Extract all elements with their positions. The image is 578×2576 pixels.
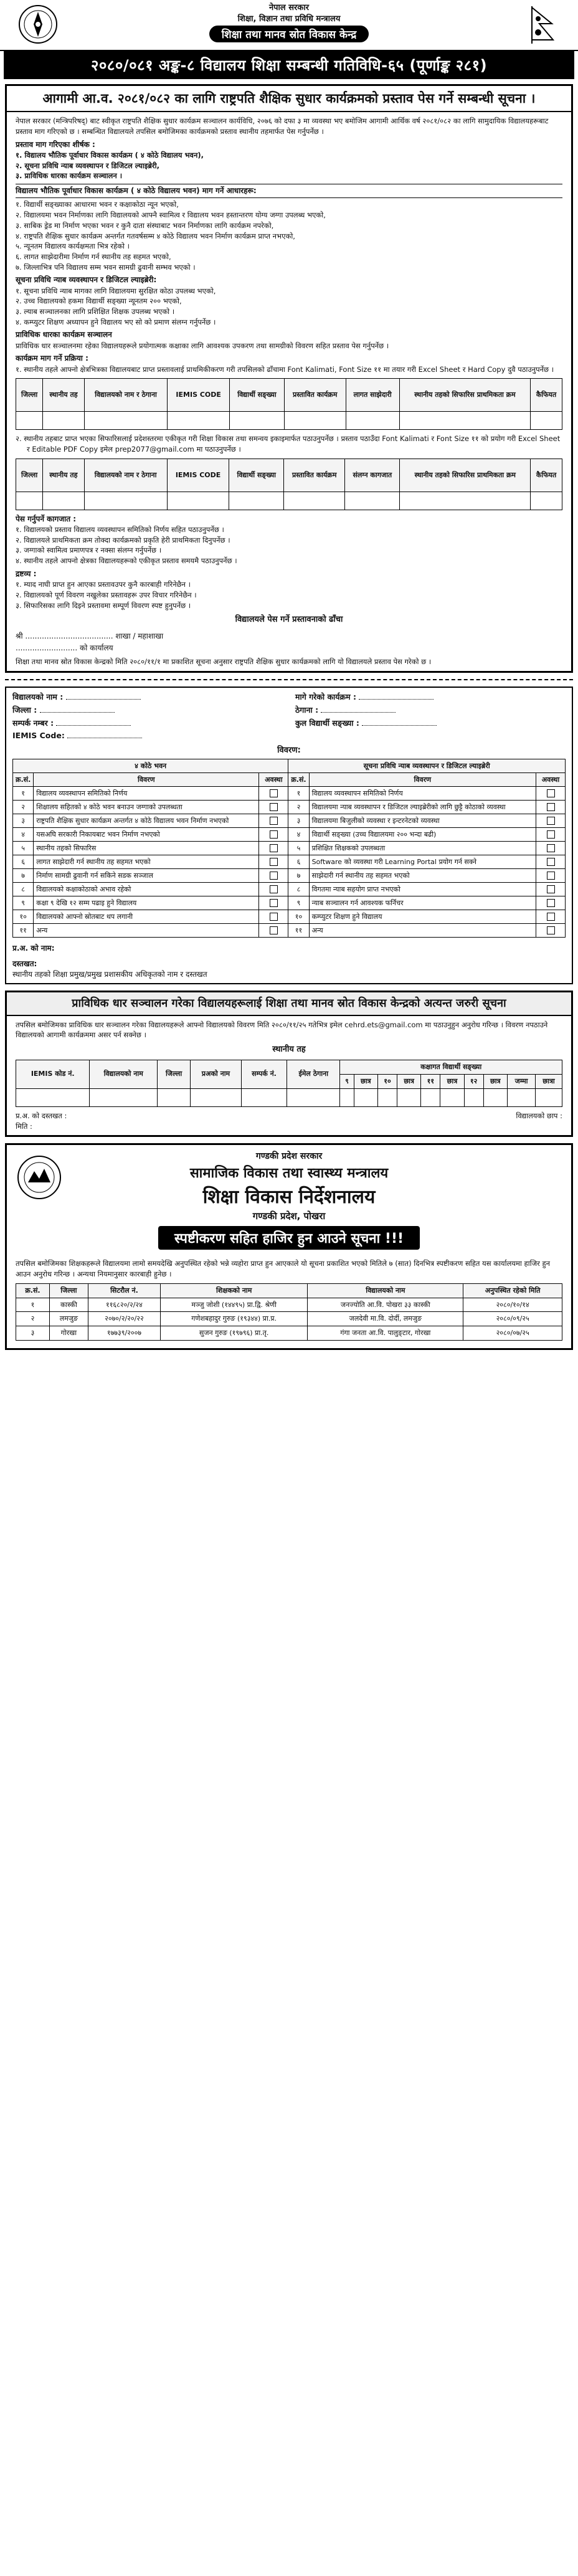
table-header: विद्यालयको नाम र ठेगाना bbox=[84, 379, 167, 412]
sample-head: विद्यालयले पेस गर्ने प्रस्तावनाको ढाँचा bbox=[235, 615, 343, 625]
table-header: लागत साझेदारी bbox=[346, 379, 399, 412]
checkbox[interactable] bbox=[270, 858, 278, 866]
table-header: प्रअको नाम bbox=[191, 1060, 242, 1089]
masthead-top-line: नेपाल सरकार bbox=[268, 3, 310, 12]
table-header: IEMIS कोड नं. bbox=[16, 1060, 90, 1089]
list-item: २. विद्यालयले प्राथमिकता क्रम तोक्दा कार्यक्रमको प्रकृति हेरी प्राथमिकता दिनुपर्नेछ । bbox=[16, 535, 230, 544]
table-header: जम्मा bbox=[508, 1074, 536, 1088]
checkbox[interactable] bbox=[547, 803, 555, 811]
notice-title: प्राविधिक धार सञ्चालन गरेका विद्यालयहरूलाई शिक्षा तथा मानव स्रोत विकास केन्द्रको अत्यन्त जरुरी सूचना bbox=[7, 992, 571, 1016]
checkbox[interactable] bbox=[547, 817, 555, 825]
checkbox[interactable] bbox=[270, 789, 278, 797]
divider bbox=[5, 679, 573, 680]
checkbox[interactable] bbox=[270, 830, 278, 839]
table-header: १२ bbox=[464, 1074, 483, 1088]
table-header: जिल्ला bbox=[16, 379, 43, 412]
gov-line: गण्डकी प्रदेश सरकार bbox=[255, 1151, 323, 1162]
table-header: संलग्न कागजात bbox=[345, 459, 400, 492]
table-row: १ कास्की ११६८२०/२/२४ मञ्जु जोशी (१४४९५) प्रा.द्वि. श्रेणी जनज्योति आ.वि. पोखरा ३३ कास्की २०८०/१०/१४ bbox=[16, 1298, 562, 1312]
table-row: ९ कक्षा ९ देखि १२ सम्म पढाइ हुने विद्यालय ९ न्याब सञ्चालन गर्न आवश्यक फर्निचर bbox=[13, 896, 566, 910]
form-field: कुल विद्यार्थी सङ्ख्या : bbox=[295, 718, 566, 728]
technical-school-table bbox=[16, 1060, 562, 1107]
form-field: ठेगाना : bbox=[295, 705, 566, 715]
program-item: १. विद्यालय भौतिक पूर्वाधार विकास कार्यक्रम ( ४ कोठे विद्यालय भवन), bbox=[16, 151, 204, 160]
list-item: ३. ल्याब सञ्चालनका लागि प्रशिक्षित शिक्षक उपलब्ध भएको । bbox=[16, 307, 175, 316]
table-header: स्थानीय तह bbox=[43, 379, 85, 412]
table-header: अवस्था bbox=[259, 772, 288, 786]
location-line: गण्डकी प्रदेश, पोखरा bbox=[252, 1210, 326, 1222]
checkbox[interactable] bbox=[547, 899, 555, 907]
table-header: क्र.सं. bbox=[16, 1283, 50, 1298]
table-row: ३ राष्ट्रपति शैक्षिक सुधार कार्यक्रम अन्तर्गत ४ कोठे विद्यालय भवन निर्माण नभएको ३ विद्यालयमा बिजुलीको व्यवस्था र इन्टरनेटको व्यवस्था bbox=[13, 814, 566, 827]
sample-to-2: .......................... को कार्यालय bbox=[16, 644, 113, 653]
table-row: २ शिक्षालय सहितको ४ कोठे भवन बनाउन जग्गाको उपलब्धता २ विद्यालयमा न्याब व्यवस्थापन र डिजिटल ल्याइब्रेरीको लागि छुट्टै कोठाको व्यवस्था bbox=[13, 800, 566, 814]
issue-banner: २०८०/०८१ अङ्क-८ विद्यालय शिक्षा सम्बन्धी गतिविधि-६५ (पूर्णाङ्क २८१) bbox=[4, 51, 574, 79]
form-field: मागे गरेको कार्यक्रम : bbox=[295, 692, 566, 702]
program-list-head: प्रस्ताव माग गरिएका शीर्षक : bbox=[16, 140, 95, 149]
form-field: जिल्ला : bbox=[12, 705, 283, 715]
list-item: १. विद्यार्थी सङ्ख्याका आधारमा भवन र कक्षाकोठा न्यून भएको, bbox=[16, 200, 179, 209]
table-row: ११ अन्य ११ अन्य bbox=[13, 923, 566, 937]
notice-president-program bbox=[5, 84, 573, 673]
checkbox[interactable] bbox=[547, 844, 555, 852]
notice-text: तपसिल बमोजिमका प्राविधिक धार सञ्चालन गरेका विद्यालयहरूले आफ्नो विद्यालयको विवरण मिति २०८०/११/२५ गतेभित्र इमेल cehrd.ets@gmail.com मा पठाउनुहुन अनुरोध गरिन्छ । विवरण नपठाउने विद्यालयको आगामी कार्यक्रममा असर पर्न सक्नेछ । bbox=[16, 1020, 548, 1040]
list-item: ३. सिफारिसका लागि दिइने प्रस्तावमा सम्पूर्ण विवरण स्पष्ट हुनुपर्नेछ । bbox=[16, 601, 191, 610]
proposal-table-local bbox=[16, 378, 562, 430]
form-table-title: विवरण: bbox=[277, 745, 301, 755]
table-row: ५ स्थानीय तहको सिफारिस ५ प्रशिक्षित शिक्षकको उपलब्धता bbox=[13, 841, 566, 855]
program-item: २. सूचना प्रविधि न्याब व्यवस्थापन र डिजिटल ल्याइब्रेरी, bbox=[16, 161, 159, 170]
table-header: छात्र bbox=[440, 1074, 465, 1088]
proposal-table-province bbox=[16, 459, 562, 510]
list-item: ३. जग्गाको स्वामित्व प्रमाणपत्र र नक्सा संलग्न गर्नुपर्नेछ । bbox=[16, 546, 162, 555]
table-header: क्र.सं. bbox=[288, 772, 309, 786]
table-header: ९ bbox=[340, 1074, 354, 1088]
table-header: विद्यालयको नाम bbox=[308, 1283, 463, 1298]
table-header: छात्र bbox=[397, 1074, 421, 1088]
checkbox[interactable] bbox=[270, 872, 278, 880]
table-header: सम्पर्क नं. bbox=[241, 1060, 287, 1089]
section-technical-head: प्राविधिक धारका कार्यक्रम सञ्चालन bbox=[16, 330, 112, 340]
col-group-lab: सूचना प्रविधि न्याब व्यवस्थापन र डिजिटल ल्याइब्रेरी bbox=[288, 759, 566, 772]
table-header: छात्र bbox=[483, 1074, 508, 1088]
head-teacher-name: प्र.अ. को नाम: bbox=[12, 943, 55, 953]
list-item: १. विद्यालयको प्रस्ताव विद्यालय व्यवस्थापन समितिको निर्णय सहित पठाउनुपर्नेछ । bbox=[16, 525, 224, 535]
checkbox[interactable] bbox=[547, 913, 555, 921]
table-row: ४ यसअघि सरकारी निकायबाट भवन निर्माण नभएको ४ विद्यार्थी सङ्ख्या (उच्च विद्यालयमा २०० भन्दा बढी) bbox=[13, 827, 566, 841]
table-row: ६ लागत साझेदारी गर्न स्थानीय तह सहमत भएको ६ Software को व्यवस्था गरी Learning Portal प्रयोग गर्न सक्ने bbox=[13, 855, 566, 868]
section-process-head: कार्यक्रम माग गर्ने प्रक्रिया : bbox=[16, 354, 88, 363]
table-header: ईमेल ठेगाना bbox=[287, 1060, 340, 1089]
table-header: विद्यार्थी सङ्ख्या bbox=[230, 379, 285, 412]
table-row: ३ गोरखा १७७३९/२००७ सुजन गुरुङ (१९७९६) प्रा.तृ. गंगा जनता आ.वि. पालुङ्टार, गोरखा २०८०/०७/२५ bbox=[16, 1326, 562, 1341]
notice-gandaki bbox=[5, 1143, 573, 1350]
sample-text: शिक्षा तथा मानव स्रोत विकास केन्द्रको मिति २०८०/११/१ मा प्रकाशित सूचना अनुसार राष्ट्रपति शैक्षिक सुधार कार्यक्रमको लागि यो विद्यालयले प्रस्ताव पेस गरेको छ । bbox=[16, 657, 432, 666]
ministry-line: सामाजिक विकास तथा स्वास्थ्य मन्त्रालय bbox=[189, 1166, 389, 1182]
school-stamp-label: विद्यालयको छाप : bbox=[516, 1111, 562, 1120]
checkbox[interactable] bbox=[547, 872, 555, 880]
table-header: IEMIS CODE bbox=[168, 379, 230, 412]
list-item: १. स्थानीय तहले आफ्नो क्षेत्रभित्रका विद्यालयबाट प्राप्त प्रस्तावलाई प्राथमिकीकरण गरी तपसिलको ढाँचामा Font Kalimati, Font Size ११ मा तयार गरी Excel Sheet र Hard Copy दुवै पठाउनुपर्नेछ । bbox=[16, 364, 554, 374]
gandaki-emblem-icon bbox=[16, 1154, 63, 1204]
checkbox[interactable] bbox=[270, 913, 278, 921]
checkbox[interactable] bbox=[270, 899, 278, 907]
table-header: छात्र bbox=[354, 1074, 378, 1088]
table-header: जिल्ला bbox=[16, 459, 43, 492]
form-field: सम्पर्क नम्बर : bbox=[12, 718, 283, 728]
absent-teacher-table bbox=[16, 1283, 562, 1341]
masthead-dept: शिक्षा तथा मानव स्रोत विकास केन्द्र bbox=[209, 26, 369, 42]
proposal-form bbox=[5, 687, 573, 984]
checkbox[interactable] bbox=[270, 885, 278, 893]
signature-line: स्थानीय तहको शिक्षा प्रमुख/प्रमुख प्रशासकीय अधिकृतको नाम र दस्तखत bbox=[12, 969, 207, 979]
masthead bbox=[0, 0, 578, 51]
table-header: जिल्ला bbox=[49, 1283, 88, 1298]
table-header: विद्यालयको नाम bbox=[90, 1060, 158, 1089]
table-header: स्थानीय तहको सिफारिस प्राथमिकता क्रम bbox=[399, 379, 530, 412]
table-header: १० bbox=[378, 1074, 397, 1088]
notice-intro: नेपाल सरकार (मन्त्रिपरिषद्) बाट स्वीकृत राष्ट्रपति शैक्षिक सुधार कार्यक्रम सञ्चालन कार्यविधि, २०७६ को दफा ३ मा व्यवस्था भए बमोजिम आगामी आर्थिक वर्ष २०८१/०८२ का लागि सामुदायिक विद्यालयहरूबाट प्रस्ताव माग गरिएको छ । सम्बन्धित विद्यालयले तपसिल बमोजिमका कार्यक्रमको प्रस्ताव स्थानीय तहमार्फत पेस गर्नुपर्नेछ । bbox=[16, 116, 549, 136]
table-header: विद्यार्थी सङ्ख्या bbox=[229, 459, 284, 492]
list-item: २. उच्च विद्यालयको हकमा विद्यार्थी सङ्ख्या न्यूनतम २०० भएको, bbox=[16, 297, 182, 306]
table-row: १० विद्यालयको आफ्नो स्रोतबाट थप लगानी १० कम्प्युटर शिक्षण हुने विद्यालय bbox=[13, 910, 566, 923]
list-item: १. सूचना प्रविधि न्याब मागका लागि विद्यालयमा सुरक्षित कोठा उपलब्ध भएको, bbox=[16, 286, 216, 295]
table-header: ११ bbox=[421, 1074, 440, 1088]
table-header: जिल्ला bbox=[158, 1060, 191, 1089]
date-label: मिति : bbox=[16, 1121, 32, 1131]
list-item: १. म्याद नाघी प्राप्त हुन आएका प्रस्तावउपर कुनै कारबाही गरिनेछैन । bbox=[16, 580, 191, 589]
list-item: ४. राष्ट्रपति शैक्षिक सुधार कार्यक्रम अन्तर्गत गतवर्षसम्म ४ कोठे विद्यालय भवन निर्माण कार्यक्रम प्राप्त नभएको, bbox=[16, 231, 295, 240]
notice-title: आगामी आ.व. २०८१/०८२ का लागि राष्ट्रपति शैक्षिक सुधार कार्यक्रमको प्रस्ताव पेस गर्ने सम्बन्धी सूचना । bbox=[7, 86, 571, 112]
nepal-emblem-icon bbox=[12, 2, 64, 46]
table-header: कैफियत bbox=[531, 459, 562, 492]
table-row: १ विद्यालय व्यवस्थापन समितिको निर्णय १ विद्यालय व्यवस्थापन समितिको निर्णय bbox=[13, 786, 566, 800]
local-level-label: स्थानीय तह bbox=[272, 1045, 306, 1055]
table-header: अवस्था bbox=[536, 772, 566, 786]
checkbox[interactable] bbox=[547, 926, 555, 934]
checkbox[interactable] bbox=[547, 858, 555, 866]
table-header: प्रस्तावित कार्यक्रम bbox=[284, 459, 345, 492]
table-row: ७ निर्माण सामग्री ढुवानी गर्न सकिने सडक सञ्जाल ७ साझेदारी गर्न स्थानीय तह सहमत भएको bbox=[13, 868, 566, 882]
checkbox[interactable] bbox=[270, 803, 278, 811]
sample-to: श्री ..................................... शाखा / महाशाखा bbox=[16, 632, 164, 641]
section-lab-head: सूचना प्रविधि न्याब व्यवस्थापन र डिजिटल ल्याइब्रेरी: bbox=[16, 275, 157, 285]
list-item: ४. स्थानीय तहले आफ्नो क्षेत्रका विद्यालयहरूको एकीकृत प्रस्ताव समयमै पठाउनुपर्नेछ । bbox=[16, 556, 237, 566]
form-field: IEMIS Code: bbox=[12, 731, 283, 740]
table-header: शिक्षकको नाम bbox=[161, 1283, 308, 1298]
table-header: प्रस्तावित कार्यक्रम bbox=[284, 379, 346, 412]
notice-text: तपसिल बमोजिमका शिक्षकहरूले विद्यालयमा लामो समयदेखि अनुपस्थित रहेको भन्ने व्यहोरा प्राप्त हुन आएकाले यो सूचना प्रकाशित भएको मितिले ७ (सात) दिनभित्र स्पष्टीकरण सहित यस कार्यालयमा हाजिर हुन आउन अनुरोध गरिन्छ । अन्यथा नियमानुसार कारबाही हुनेछ । bbox=[16, 1259, 551, 1278]
form-field: विद्यालयको नाम : bbox=[12, 692, 283, 702]
table-header: छात्रा bbox=[536, 1074, 562, 1088]
checkbox[interactable] bbox=[547, 830, 555, 839]
flag-icon bbox=[514, 2, 566, 46]
table-header: सिटरौल नं. bbox=[88, 1283, 160, 1298]
checklist-table bbox=[12, 759, 566, 938]
list-item: २. विद्यालयको पूर्ण विवरण नखुलेका प्रस्तावहरू उपर विचार गरिनेछैन । bbox=[16, 590, 197, 599]
table-header: विद्यालयको नाम र ठेगाना bbox=[84, 459, 167, 492]
table-header: अनुपस्थित रहेको मिति bbox=[463, 1283, 562, 1298]
checkbox[interactable] bbox=[270, 844, 278, 852]
list-item: २. विद्यालयमा भवन निर्माणका लागि विद्यालयको आफ्नै स्वामित्व र विद्यालय भवन हस्तान्तरण योग्य जग्गा उपलब्ध भएको, bbox=[16, 211, 326, 220]
list-item: ३. साबिक ड्रेड मा निर्माण भएका भवन र कुनै दाता संस्थाबाट भवन निर्माणका लागि कार्यक्रम नपरेको, bbox=[16, 221, 274, 230]
list-item: ७. जिल्लाभित्र पनि विद्यालय सम्म भवन सामग्री ढुवानी सम्भव भएको । bbox=[16, 262, 196, 272]
section-note-head: द्रष्टव्य : bbox=[16, 569, 37, 578]
checkbox[interactable] bbox=[270, 926, 278, 934]
table-header: स्थानीय तह bbox=[43, 459, 84, 492]
table-row: २ लमजुङ २०७०/२/२०/२२ गणेशबहादुर गुरुङ (१९३४४) प्रा.प्र. जलदेवी मा.वि. दोर्दी, लमजुङ २०८०/०९/२५ bbox=[16, 1312, 562, 1326]
checkbox[interactable] bbox=[547, 789, 555, 797]
directorate-line: शिक्षा विकास निर्देशनालय bbox=[202, 1186, 376, 1209]
list-item: ४. कम्प्युटर शिक्षण अध्यापन हुने विद्यालय भए सो को प्रमाण संलग्न गर्नुपर्नेछ । bbox=[16, 317, 216, 326]
checkbox[interactable] bbox=[270, 817, 278, 825]
table-row: ८ विद्यालयको कक्षाकोठाको अभाव रहेको ८ विगतमा न्याब सहयोग प्राप्त नभएको bbox=[13, 882, 566, 896]
table-header: IEMIS CODE bbox=[167, 459, 229, 492]
table-header: विवरण bbox=[309, 772, 536, 786]
signature-label: दस्तखत: bbox=[12, 959, 37, 968]
table-header-band: कक्षागत विद्यार्थी सङ्ख्या bbox=[340, 1060, 562, 1075]
table-header: विवरण bbox=[34, 772, 259, 786]
notice-technical-stream bbox=[5, 991, 573, 1138]
notice-banner: स्पष्टीकरण सहित हाजिर हुन आउने सूचना !!! bbox=[158, 1226, 420, 1250]
table-header: क्र.सं. bbox=[13, 772, 34, 786]
table-header: कैफियत bbox=[531, 379, 562, 412]
masthead-ministry: शिक्षा, विज्ञान तथा प्रविधि मन्त्रालय bbox=[237, 14, 341, 24]
section-building-head: विद्यालय भौतिक पूर्वाधार विकास कार्यक्रम ( ४ कोठे विद्यालय भवन) माग गर्ने आधारहरू: bbox=[16, 184, 562, 198]
program-item: ३. प्राविधिक धारका कार्यक्रम सञ्चालन । bbox=[16, 171, 123, 181]
section-documents-head: पेस गर्नुपर्ने कागजात : bbox=[16, 514, 77, 523]
table-header: स्थानीय तहको सिफारिस प्राथमिकता क्रम bbox=[400, 459, 531, 492]
list-item: २. स्थानीय तहबाट प्राप्त भएका सिफारिसलाई प्रदेशस्तरमा एकीकृत गरी शिक्षा विकास तथा समन्वय इकाइमार्फत पठाउनुपर्नेछ । प्रस्ताव पठाउँदा Font Kalimati र Font Size ११ को प्रयोग गरी Excel Sheet र Editable PDF Copy इमेल prep2077@gmail.com मा पठाउनुपर्नेछ । bbox=[16, 434, 561, 454]
head-teacher-signature: प्र.अ. को दस्तखत : bbox=[16, 1111, 67, 1120]
list-item: ६. लागत साझेदारीमा निर्माण गर्न स्थानीय तह सहमत भएको, bbox=[16, 252, 171, 261]
section-technical-text: प्राविधिक धार सञ्चालनमा रहेका विद्यालयहरूले प्रयोगात्मक कक्षाका लागि आवश्यक उपकरण तथा सामग्रीको विवरण सहित प्रस्ताव पेस गर्नुपर्नेछ । bbox=[16, 341, 389, 350]
col-group-building: ४ कोठे भवन bbox=[13, 759, 288, 772]
list-item: ५. न्यूनतम विद्यालय कार्यक्षमता भित्र रहेको । bbox=[16, 242, 130, 251]
checkbox[interactable] bbox=[547, 885, 555, 893]
